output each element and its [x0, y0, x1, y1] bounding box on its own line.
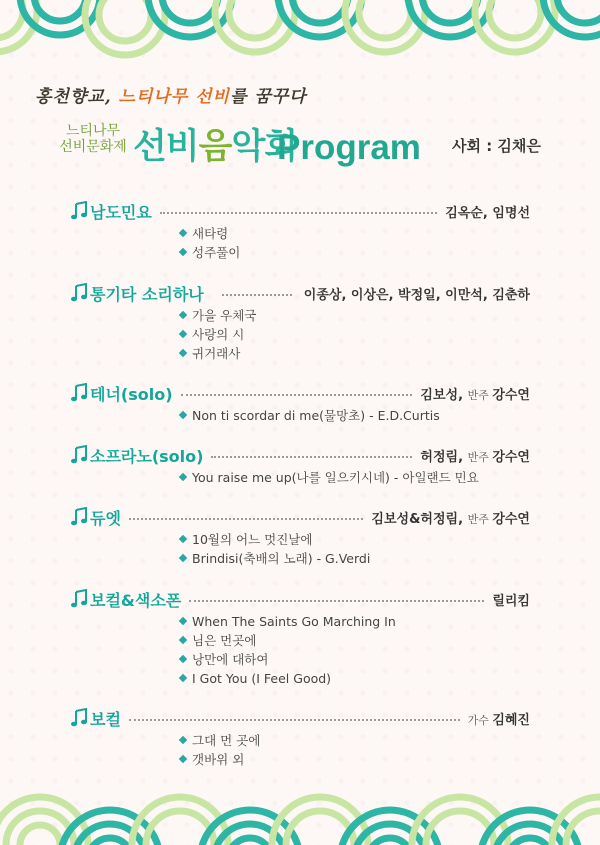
list-item: 가을 우체국 — [180, 306, 530, 325]
leader-dots — [189, 600, 484, 602]
title-part1: 선비 — [133, 127, 199, 167]
bullet-icon — [179, 229, 187, 237]
bullet-icon — [179, 330, 187, 338]
list-item: 그대 먼 곳에 — [180, 731, 530, 750]
slogan-text-end: 를 꿈꾸다 — [229, 87, 307, 107]
list-item: Non ti scordar di me(물망초) - E.D.Curtis — [180, 406, 530, 425]
music-note-icon — [70, 507, 88, 527]
festival-line2: 선비문화제 — [59, 139, 127, 155]
section-title: 통기타 소리하나 — [90, 284, 204, 304]
performer: 이종상, 이상은, 박정일, 이만석, 김춘하 — [303, 287, 530, 303]
leader-dots — [160, 212, 437, 214]
section-title: 보컬&색소폰 — [90, 590, 182, 610]
bullet-icon — [179, 411, 187, 419]
festival-line1: 느티나무 — [65, 123, 121, 139]
bullet-icon — [179, 311, 187, 319]
program-section — [70, 444, 530, 487]
program-section — [70, 200, 530, 262]
program-section — [70, 588, 530, 688]
performer: 김옥순, 임명선 — [445, 205, 530, 221]
song-list — [180, 406, 530, 425]
bullet-icon — [179, 248, 187, 256]
list-item: I Got You (I Feel Good) — [180, 669, 530, 688]
music-note-icon — [70, 383, 88, 403]
section-title: 테너(solo) — [90, 384, 173, 404]
concert-title — [133, 119, 297, 169]
top-wave-decoration — [0, 0, 600, 60]
song-list — [180, 306, 530, 363]
section-title: 듀엣 — [90, 508, 121, 528]
music-note-icon — [70, 283, 88, 303]
section-title: 남도민요 — [90, 202, 152, 222]
list-item: 성주풀이 — [180, 243, 530, 262]
performer: 가수 김혜진 — [467, 712, 530, 728]
bullet-icon — [179, 674, 187, 682]
song-list — [180, 468, 530, 487]
song-list — [180, 612, 530, 688]
list-item: 님은 먼곳에 — [180, 631, 530, 650]
performer: 김보성, 반주 강수연 — [420, 387, 530, 403]
slogan-text: 홍천향교, — [35, 87, 119, 107]
music-note-icon — [70, 201, 88, 221]
leader-dots — [211, 456, 412, 458]
festival-name — [58, 123, 128, 155]
bullet-icon — [179, 554, 187, 562]
bullet-icon — [179, 617, 187, 625]
list-item: 낭만에 대하여 — [180, 650, 530, 669]
bullet-icon — [179, 636, 187, 644]
bullet-icon — [179, 736, 187, 744]
list-item: 갯바위 외 — [180, 750, 530, 769]
song-list — [180, 530, 530, 568]
song-list — [180, 224, 530, 262]
list-item: 사랑의 시 — [180, 325, 530, 344]
leader-dots — [181, 394, 413, 396]
list-item: Brindisi(축배의 노래) - G.Verdi — [180, 549, 530, 568]
list-item: 새타령 — [180, 224, 530, 243]
title-part3: 악회 — [231, 127, 298, 167]
bullet-icon — [179, 535, 187, 543]
performer: 릴리킴 — [492, 593, 530, 609]
list-item: When The Saints Go Marching In — [180, 612, 530, 631]
leader-dots — [222, 294, 292, 296]
performer: 김보성&허정림, 반주 강수연 — [371, 511, 530, 527]
bullet-icon — [179, 473, 187, 481]
bottom-wave-decoration — [0, 750, 600, 845]
program-section — [70, 382, 530, 425]
list-item: You raise me up(나를 일으키시네) - 아일랜드 민요 — [180, 468, 530, 487]
title-part2: 음 — [198, 127, 232, 167]
leader-dots — [129, 518, 363, 520]
bullet-icon — [179, 655, 187, 663]
bullet-icon — [179, 349, 187, 357]
slogan — [35, 82, 307, 107]
performer: 허정림, 반주 강수연 — [420, 449, 530, 465]
leader-dots — [129, 719, 460, 721]
music-note-icon — [70, 445, 88, 465]
slogan-highlight: 느티나무 선비 — [118, 87, 230, 107]
music-note-icon — [70, 589, 88, 609]
program-section — [70, 506, 530, 568]
program-section — [70, 282, 530, 363]
list-item: 10월의 어느 멋진날에 — [180, 530, 530, 549]
mc-credit: 사회 : 김채은 — [452, 137, 541, 155]
section-title: 소프라노(solo) — [90, 446, 204, 466]
program-heading: Program — [277, 128, 421, 167]
music-note-icon — [70, 708, 88, 728]
list-item: 귀거래사 — [180, 344, 530, 363]
section-title: 보컬 — [90, 709, 121, 729]
